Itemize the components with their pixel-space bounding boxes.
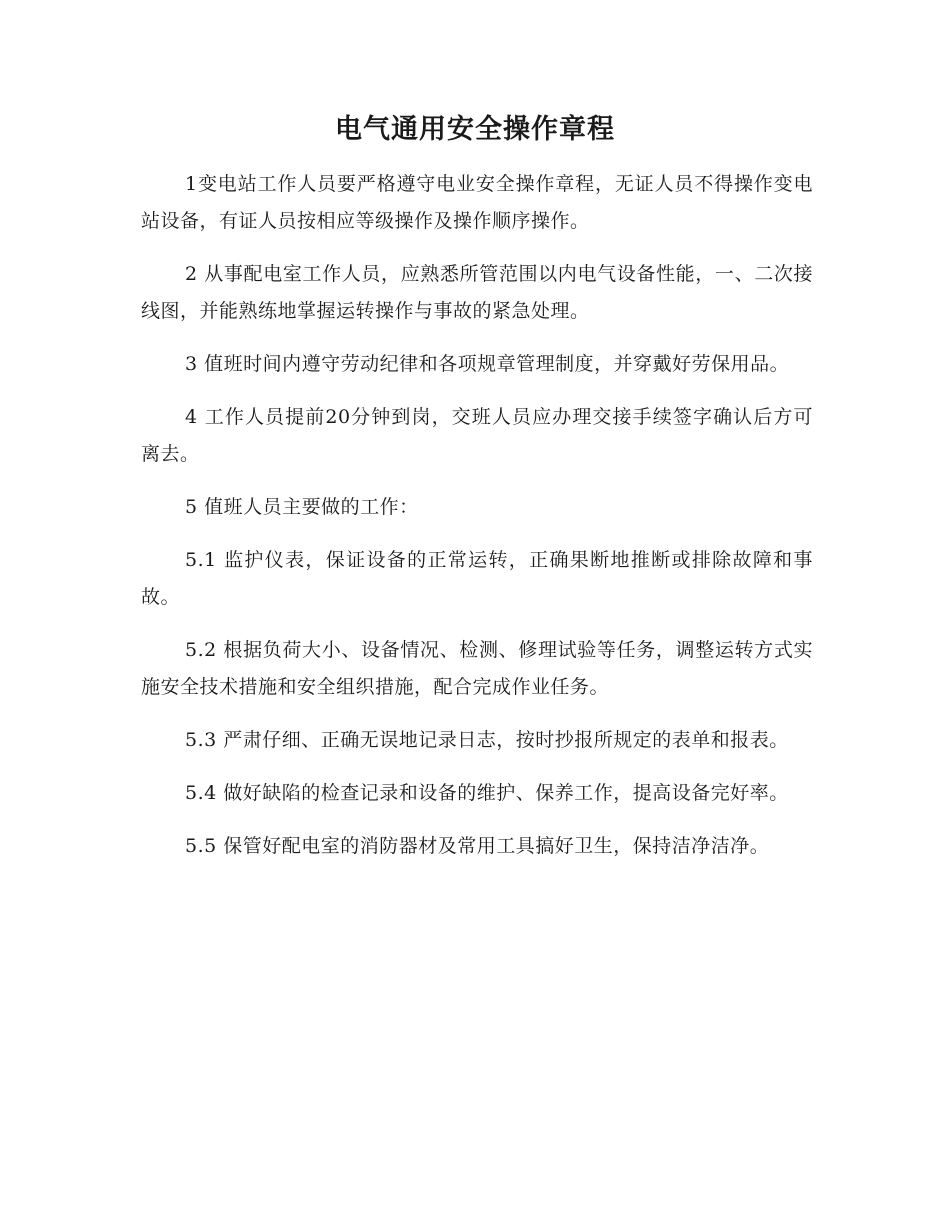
paragraph-5-5: 5.5 保管好配电室的消防器材及常用工具搞好卫生，保持洁净洁净。 — [185, 835, 770, 857]
document-body — [141, 166, 813, 881]
paragraph-2: 2 从事配电室工作人员，应熟悉所管范围以内电气设备性能，一、二次接线图，并能熟练地掌握运转操作与事故的紧急处理。 — [141, 263, 813, 322]
paragraph-4: 4 工作人员提前20分钟到岗，交班人员应办理交接手续签字确认后方可离去。 — [141, 406, 813, 465]
paragraph-5-1: 5.1 监护仪表，保证设备的正常运转，正确果断地推断或排除故障和事故。 — [141, 549, 813, 608]
paragraph-1: 1变电站工作人员要严格遵守电业安全操作章程，无证人员不得操作变电站设备，有证人员按相应等级操作及操作顺序操作。 — [141, 173, 813, 232]
paragraph-5-3: 5.3 严肃仔细、正确无误地记录日志，按时抄报所规定的表单和报表。 — [185, 729, 789, 751]
paragraph-3: 3 值班时间内遵守劳动纪律和各项规章管理制度，并穿戴好劳保用品。 — [185, 353, 790, 375]
paragraph-5: 5 值班人员主要做的工作： — [185, 496, 419, 518]
paragraph-5-4: 5.4 做好缺陷的检查记录和设备的维护、保养工作，提高设备完好率。 — [185, 782, 789, 804]
page-title: 电气通用安全操作章程 — [335, 114, 615, 145]
paragraph-5-2: 5.2 根据负荷大小、设备情况、检测、修理试验等任务，调整运转方式实施安全技术措施和安全组织措施，配合完成作业任务。 — [141, 639, 813, 698]
